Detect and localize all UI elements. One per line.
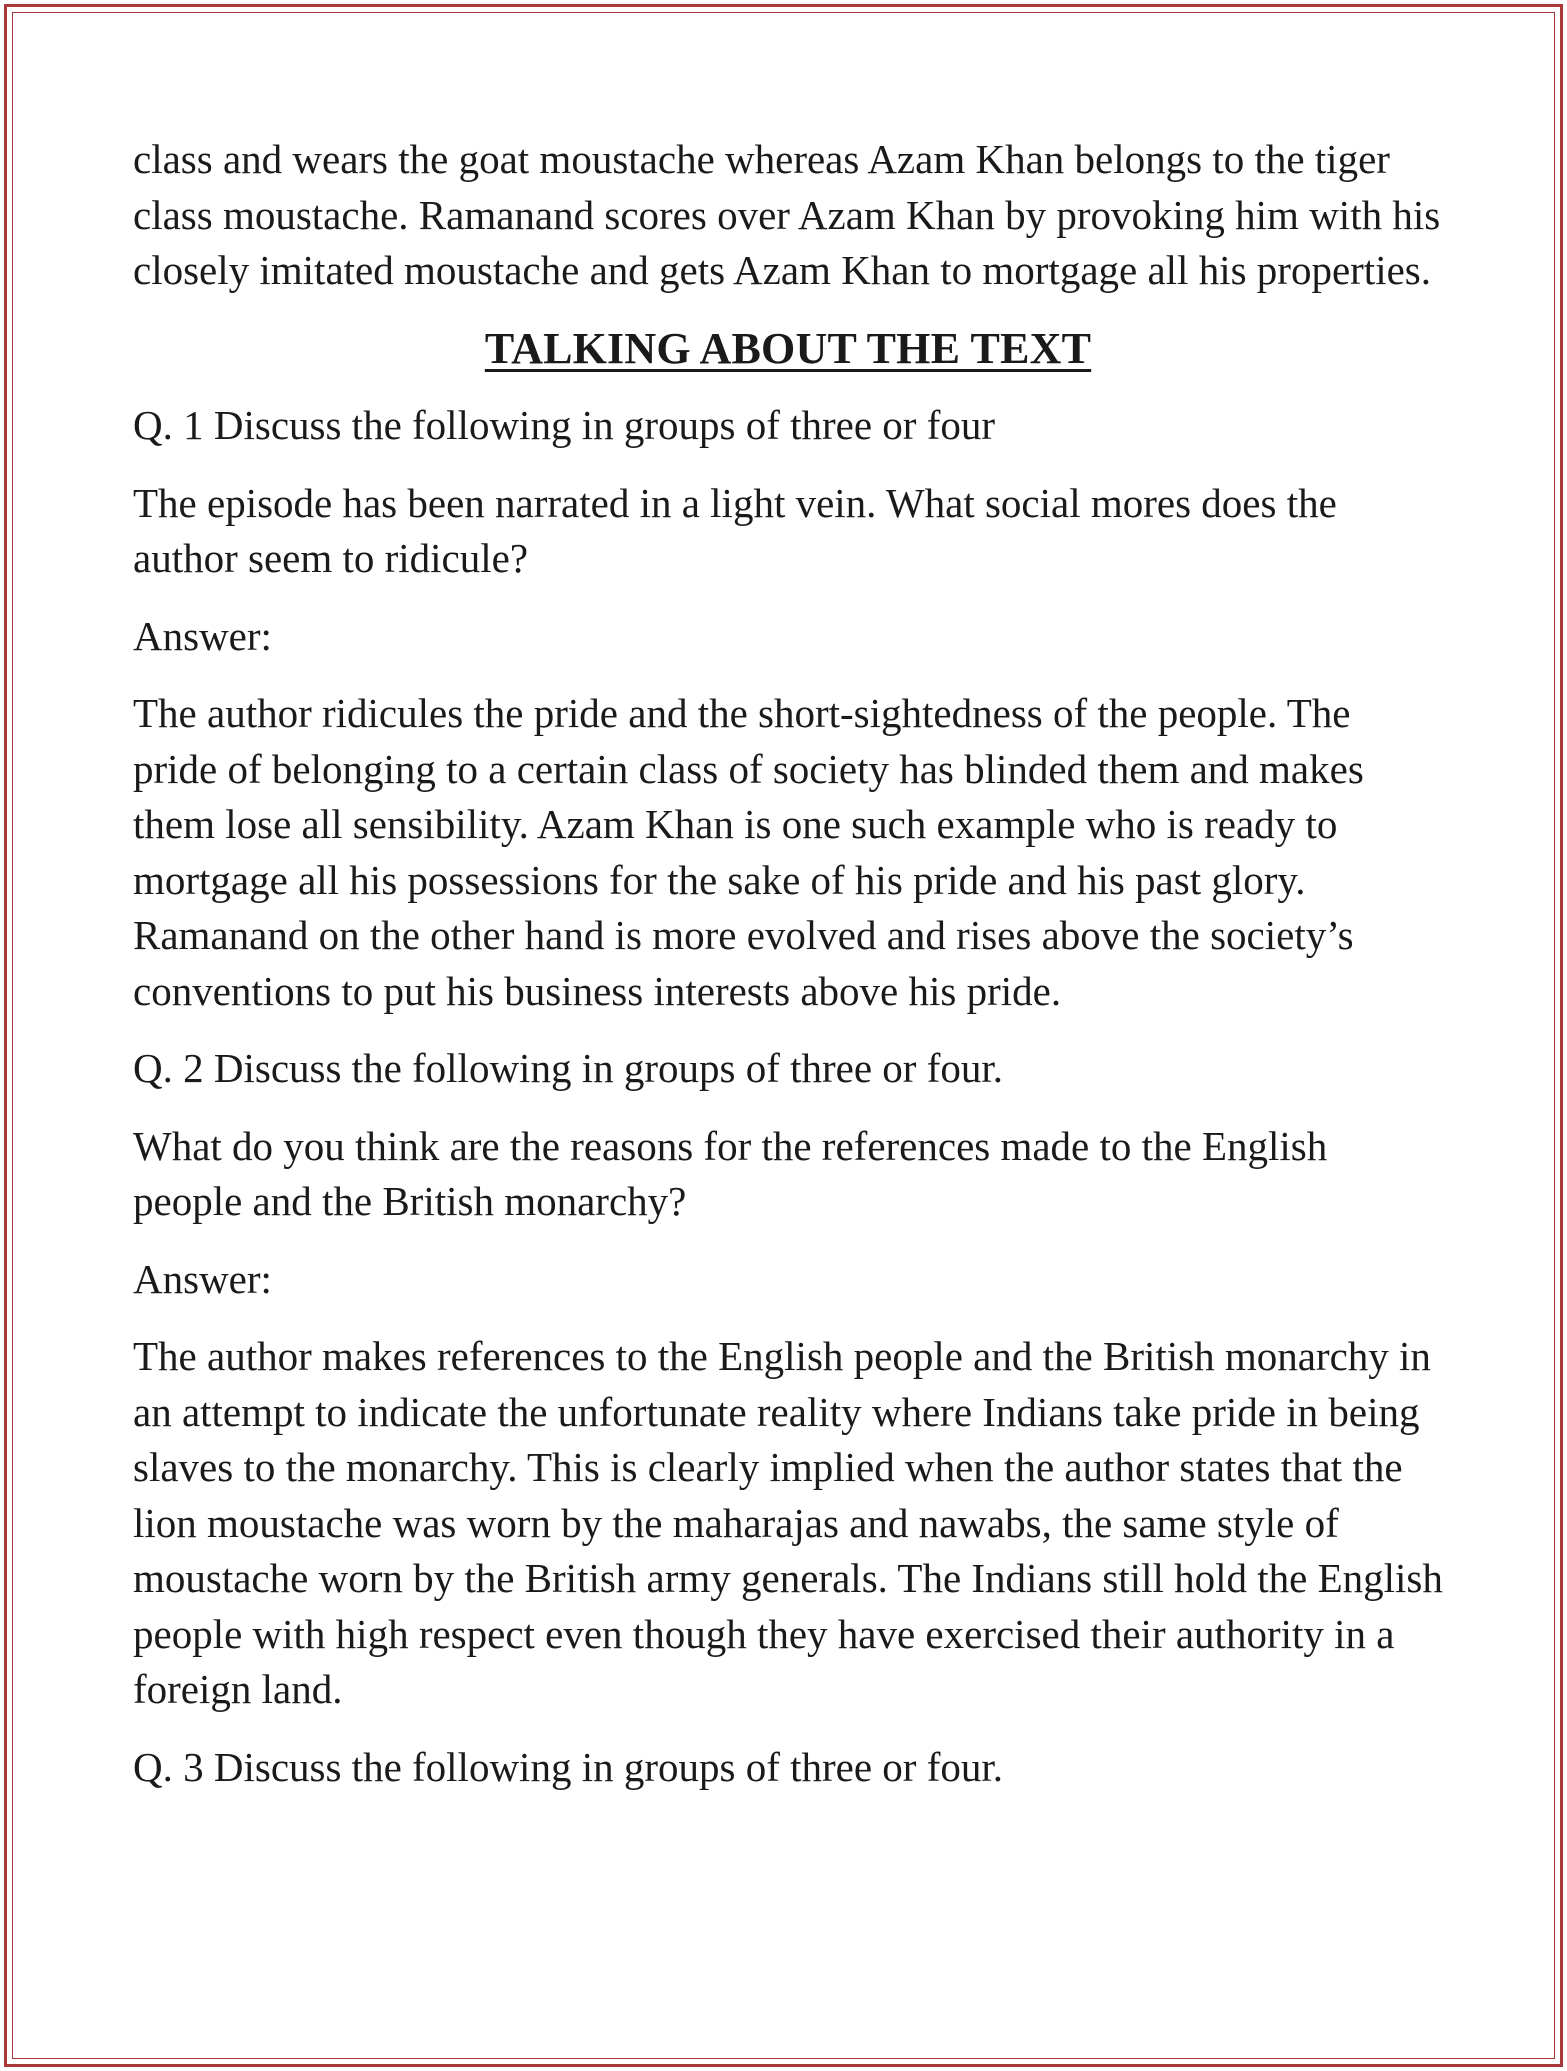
answer-1-label: Answer: [133, 612, 272, 659]
question-3-label: Q. 3 Discuss the following in groups of three or four. [133, 1743, 1003, 1790]
answer-1-text: The author ridicules the pride and the short-sightedness of the people. The pride of belonging to a certain class of society has blinded them and makes them lose all sensibility. Azam Khan is one such example who is ready to mortgage all his possessions for the sake of his pride and his past glory. Ramanand on the other hand is more evolved and rises above the society’s conventions to put his business interests above his pride. [133, 690, 1364, 1014]
answer-2-text: The author makes references to the English people and the British monarchy in an attempt to indicate the unfortunate reality where Indians take pride in being slaves to the monarchy. This is clearly implied when the author states that the lion moustache was worn by the maharajas and nawabs, the same style of moustache worn by the British army generals. The Indians still hold the English people with high respect even though they have exercised their authority in a foreign land. [133, 1333, 1443, 1712]
answer-2-label: Answer: [133, 1255, 272, 1302]
question-2-label: Q. 2 Discuss the following in groups of three or four. [133, 1045, 1003, 1091]
question-2-text: What do you think are the reasons for the references made to the English people and the British monarchy? [133, 1122, 1328, 1224]
question-1-label: Q. 1 Discuss the following in groups of three or four [133, 402, 996, 448]
section-heading: TALKING ABOUT THE TEXT [484, 323, 1092, 373]
document-body [133, 132, 1443, 1795]
question-1-text: The episode has been narrated in a light vein. What social mores does the author seem to ridicule? [133, 479, 1337, 581]
intro-paragraph: class and wears the goat moustache whereas Azam Khan belongs to the tiger class moustache. Ramanand scores over Azam Khan by provoking him with his closely imitated moustache and gets Azam Khan to mortgage all his properties. [133, 136, 1441, 293]
